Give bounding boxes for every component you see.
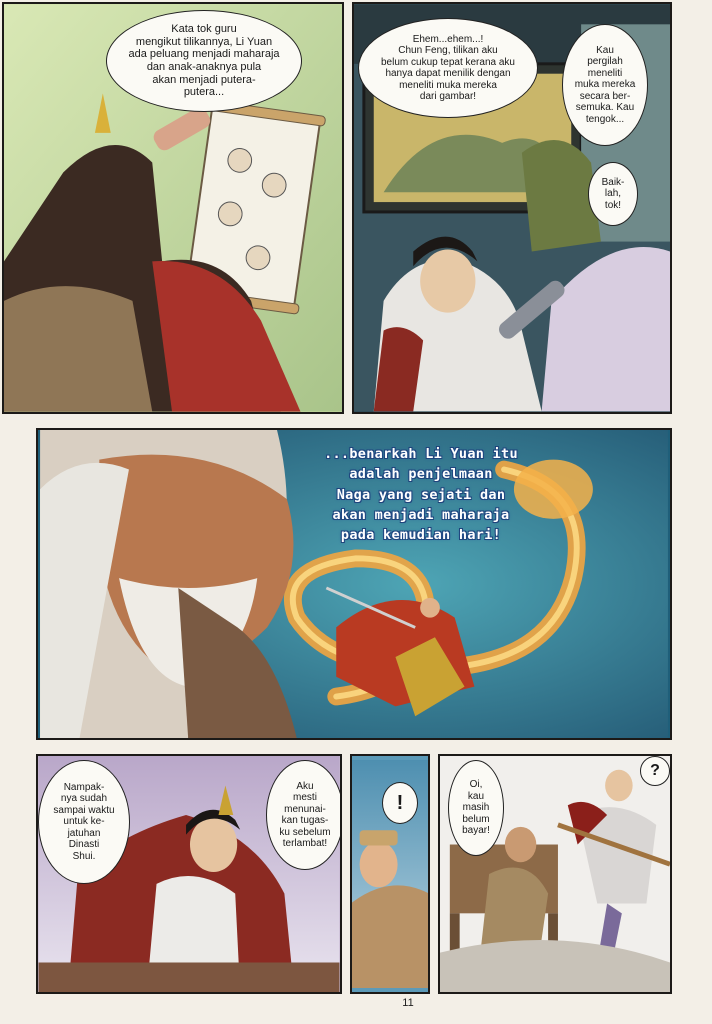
speech-bubble: Aku mesti menunai- kan tugas- ku sebelum terlambat!	[266, 760, 342, 870]
exclamation-bubble: !	[382, 782, 418, 824]
question-bubble: ?	[640, 756, 670, 786]
panel-5	[350, 754, 430, 994]
speech-bubble: Ehem...ehem...! Chun Feng, tilikan aku belum cukup tepat kerana aku hanya dapat menilik dengan meneliti muka mereka dari gambar!	[358, 18, 538, 118]
speech-bubble: Oi, kau masih belum bayar!	[448, 760, 504, 856]
panel-3	[36, 428, 672, 740]
speech-bubble: Nampak- nya sudah sampai waktu untuk ke- jatuhan Dinasti Shui.	[38, 760, 130, 884]
speech-bubble: Kau pergilah meneliti muka mereka secara ber- semuka. Kau tengok...	[562, 24, 648, 146]
panel-4	[36, 754, 342, 994]
panel-1	[2, 2, 344, 414]
narration-caption: ...benarkah Li Yuan itu adalah penjelmaan Naga yang sejati dan akan menjadi maharaja pada kemudian hari!	[324, 446, 518, 543]
panel-2	[352, 2, 672, 414]
speech-bubble: Baik- lah, tok!	[588, 162, 638, 226]
speech-bubble: Kata tok guru mengikut tilikannya, Li Yuan ada peluang menjadi maharaja dan anak-anaknya pula akan menjadi putera- putera...	[106, 10, 302, 112]
page-number: 11	[402, 997, 414, 1009]
panel-6	[438, 754, 672, 994]
